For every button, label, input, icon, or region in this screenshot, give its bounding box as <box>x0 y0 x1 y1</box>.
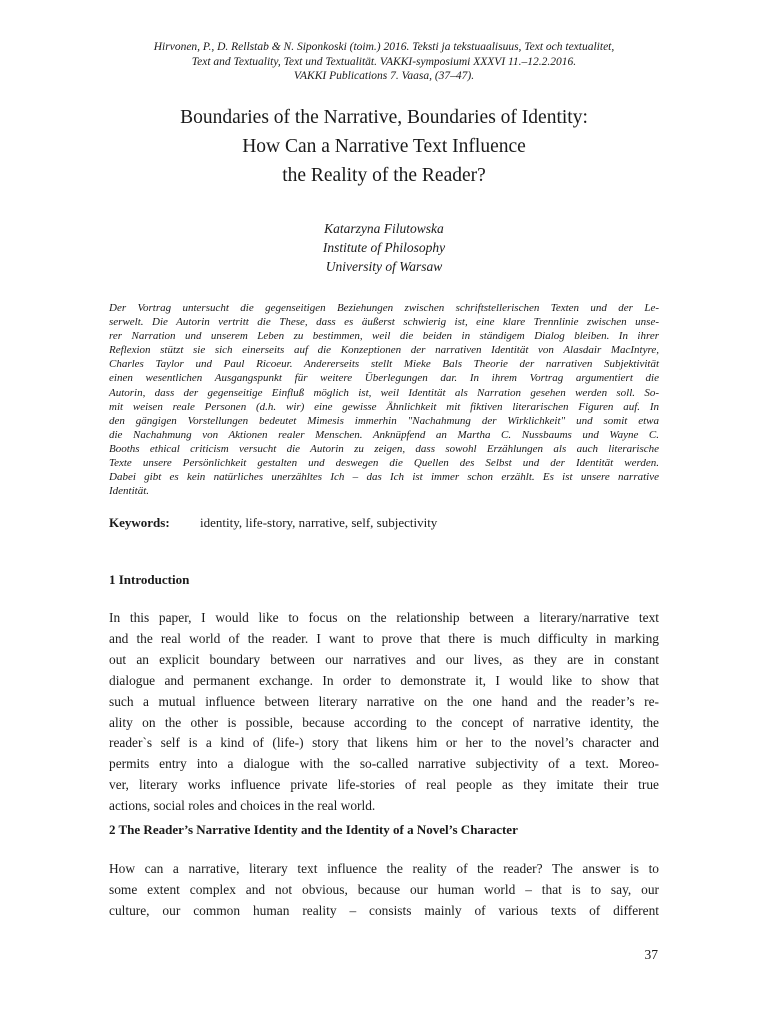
citation-line: VAKKI Publications 7. Vaasa, (37–47). <box>293 70 475 82</box>
abstract <box>109 301 659 498</box>
abstract-line: Texte unsere Persönlichkeit gestalten und deswegen die Quellen des Selbst und der Identität werden. <box>109 457 659 470</box>
paragraph-line: dialogue and permanent exchange. In order to demonstrate it, I would like to show that <box>109 672 659 688</box>
paragraph-line: actions, social roles and choices in the real world. <box>109 798 376 814</box>
page-number: 37 <box>644 947 658 962</box>
title-line: How Can a Narrative Text Influence <box>242 136 526 157</box>
abstract-line: den gängigen Vorstellungen bedeutet Mimesis immerhin "Nachahmung der Wirklichkeit" und somit etwa <box>109 414 659 427</box>
abstract-line: Dabei gibt es kein natürliches unerzähltes Ich – das Ich ist immer schon erzählt. Es ist unsere narrative <box>109 471 659 484</box>
abstract-line: mit weisen reale Personen (d.h. wir) eine gewisse Ähnlichkeit mit fiktiven literarischen Figuren auf. In <box>109 400 659 413</box>
author-block <box>100 219 668 276</box>
paragraph-line: ality on the other is possible, because according to the concept of narrative identity, the <box>109 714 659 730</box>
citation-line: Text and Textuality, Text und Textualität. VAKKI-symposiumi XXXVI 11.–12.2.2016. <box>191 55 577 68</box>
abstract-line: serwelt. Die Autorin vertritt die These, dass es äußerst schwierig ist, eine klare Trennlinie zwischen unse- <box>109 316 659 329</box>
introduction-paragraph <box>109 608 659 817</box>
title-line: Boundaries of the Narrative, Boundaries of Identity: <box>180 107 588 128</box>
paragraph-line: such a mutual influence between literary narrative on the one hand and the reader’s re- <box>109 693 659 709</box>
abstract-line: Booths ethical criticism versucht die Autorin zu zeigen, dass sowohl Erzählungen als auch literarische <box>109 442 659 455</box>
paragraph-line: In this paper, I would like to focus on the relationship between a literary/narrative text <box>109 610 659 625</box>
abstract-line: Identität. <box>109 485 150 498</box>
author-name: Katarzyna Filutowska <box>324 221 444 236</box>
paragraph-line: How can a narrative, literary text influence the reality of the reader? The answer is to <box>109 861 659 876</box>
keywords-label: Keywords: <box>109 515 170 530</box>
paper-title <box>80 103 688 190</box>
abstract-line: einen wesentlichen Ausgangspunkt für weitere Überlegungen dar. In ihrem Vortrag argumentiert die <box>109 372 659 385</box>
author-institute: Institute of Philosophy <box>322 240 446 255</box>
keywords-row <box>109 514 659 532</box>
citation-header <box>100 40 668 84</box>
section-heading-introduction: 1 Introduction <box>109 572 190 587</box>
section-heading-readers-identity: 2 The Reader’s Narrative Identity and the Identity of a Novel’s Character <box>109 822 518 837</box>
paragraph-line: ver, literary works influence private life-stories of real people as they imitate their true <box>109 777 659 793</box>
paragraph-line: culture, our common human reality – consists mainly of various texts of different <box>109 902 659 918</box>
keywords-value: identity, life-story, narrative, self, subjectivity <box>200 515 438 530</box>
section2-paragraph <box>109 859 659 922</box>
paragraph-line: and the real world of the reader. I want to prove that there is much difficulty in marking <box>109 630 659 646</box>
abstract-line: Reflexion stützt sie sich einerseits auf die Konzeptionen der narrativen Identität von Alasdair MacIntyre, <box>109 344 659 357</box>
author-university: University of Warsaw <box>325 259 443 274</box>
paragraph-line: reader`s self is a kind of (life-) story that likens him or her to the novel’s character and <box>109 735 659 751</box>
abstract-line: Der Vortrag untersucht die gegenseitigen Beziehungen zwischen schriftstellerischen Texten und der Le- <box>109 302 659 314</box>
abstract-line: die Nachahmung von Aktionen realer Menschen. Anknüpfend an Martha C. Nussbaums und Wayne C. <box>109 428 659 441</box>
paragraph-line: out an explicit boundary between our narratives and our lives, as they are in constant <box>109 651 659 667</box>
abstract-line: rer Narration und unserem Leben zu bestimmen, weil die beiden in ständigem Dialog bleiben. In ihrer <box>109 330 659 343</box>
citation-line: Hirvonen, P., D. Rellstab & N. Siponkoski (toim.) 2016. Teksti ja tekstuaalisuus, Text och textualitet, <box>153 41 615 53</box>
paragraph-line: some extent complex and not obvious, because our human world – that is to say, our <box>109 881 659 897</box>
abstract-line: Charles Taylor und Paul Ricoeur. Andererseits stellt Mieke Bals Theorie der narrativen Subjektivität <box>109 358 659 371</box>
paragraph-line: permits entry into a dialogue with the so-called narrative subjectivity of a text. Moreo- <box>109 756 659 772</box>
title-line: the Reality of the Reader? <box>282 165 486 186</box>
abstract-line: Autorin, dass der gegenseitige Einfluß möglich ist, weil Identität als Narration gesehen werden soll. So- <box>109 386 659 399</box>
